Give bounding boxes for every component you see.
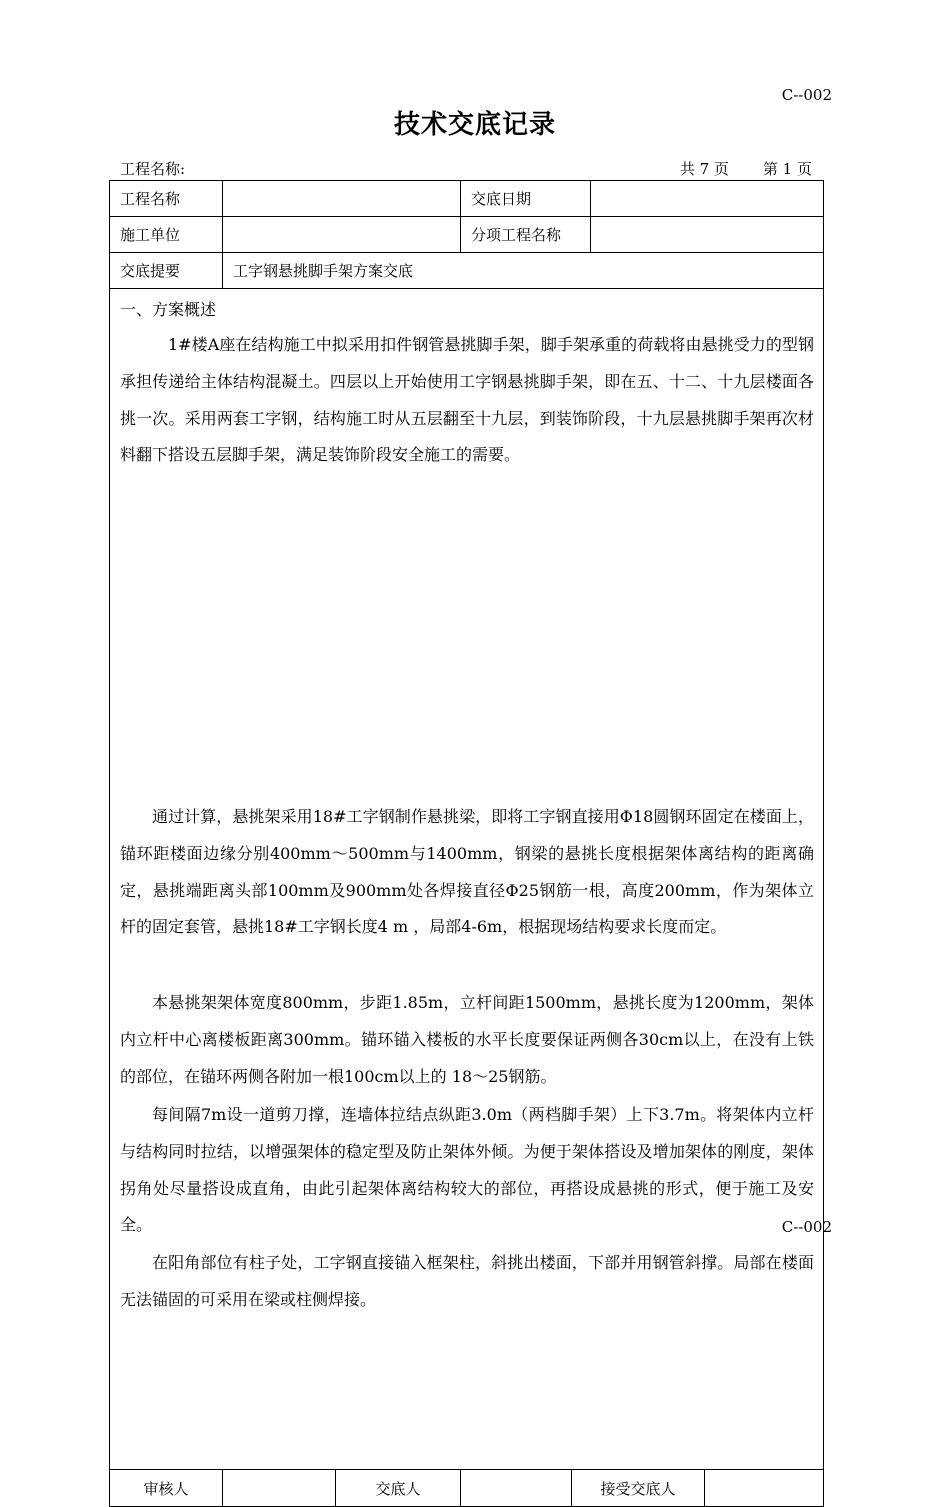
total-pages: 共 7 页 [679, 160, 729, 178]
disclosure-table [109, 180, 824, 1507]
construction-unit-field[interactable] [223, 217, 461, 253]
receiver-field[interactable] [705, 1470, 824, 1507]
table-row-project [110, 181, 824, 217]
paragraph-bracing: 每间隔7m设一道剪刀撑，连墙体拉结点纵距3.0m（两档脚手架）上下3.7m。将架体内立杆与结构同时拉结，以增强架体的稳定型及防止架体外倾。为便于架体搭设及增加架体的刚度，架体拐角处尽量搭设成直角，由此引起架体离结构较大的部位，再搭设成悬挑的形式，便于施工及安全。 [120, 1105, 814, 1235]
document-code-top: C--002 [781, 86, 832, 104]
document-code-bottom: C--002 [781, 1218, 832, 1236]
page-counter [680, 158, 812, 179]
reviewer-field[interactable] [223, 1470, 336, 1507]
discloser-label: 交底人 [336, 1470, 461, 1507]
sub-project-field[interactable] [591, 217, 824, 253]
document-title: 技术交底记录 [393, 110, 556, 140]
table-row-signatures [110, 1470, 824, 1507]
sub-project-label: 分项工程名称 [461, 217, 591, 253]
discloser-field[interactable] [461, 1470, 572, 1507]
summary-value: 工字钢悬挑脚手架方案交底 [223, 253, 824, 289]
project-name-field[interactable] [223, 181, 461, 217]
paragraph-dimensions: 本悬挑架架体宽度800mm，步距1.85m，立杆间距1500mm，悬挑长度为1200mm，架体内立杆中心离楼板距离300mm。锚环锚入楼板的水平长度要保证两侧各30cm以上，在没有上铁的部位，在锚环两侧各附加一根100cm以上的 18～25钢筋。 [120, 993, 814, 1086]
paragraph-calculation: 通过计算，悬挑架采用18#工字钢制作悬挑梁，即将工字钢直接用Φ18圆钢环固定在楼面上，锚环距楼面边缘分别400mm～500mm与1400mm，钢梁的悬挑长度根据架体离结构的距离确定，悬挑端距离头部100mm及900mm处各焊接直径Φ25钢筋一根，高度200mm，作为架体立杆的固定套管，悬挑18#工字钢长度4 m ，局部4-6m，根据现场结构要求长度而定。 [120, 807, 814, 937]
section-heading: 一、方案概述 [120, 300, 217, 319]
disclosure-date-label: 交底日期 [461, 181, 591, 217]
receiver-label: 接受交底人 [572, 1470, 705, 1507]
page-number: 第 1 页 [762, 160, 812, 178]
summary-label: 交底提要 [110, 253, 223, 289]
table-row-content [110, 289, 824, 1470]
reviewer-label: 审核人 [110, 1470, 223, 1507]
disclosure-date-field[interactable] [591, 181, 824, 217]
project-name-label: 工程名称 [110, 181, 223, 217]
construction-unit-label: 施工单位 [110, 217, 223, 253]
paragraph-corners: 在阳角部位有柱子处，工字钢直接锚入框架柱，斜挑出楼面，下部并用钢管斜撑。局部在楼面无法锚固的可采用在梁或柱侧焊接。 [120, 1253, 814, 1309]
project-name-header: 工程名称: [120, 160, 186, 178]
table-row-unit [110, 217, 824, 253]
content-cell [110, 289, 824, 1470]
table-row-summary [110, 253, 824, 289]
paragraph-overview: 1#楼A座在结构施工中拟采用扣件钢管悬挑脚手架，脚手架承重的荷载将由悬挑受力的型钢承担传递给主体结构混凝土。四层以上开始使用工字钢悬挑脚手架，即在五、十二、十九层楼面各挑一次。采用两套工字钢，结构施工时从五层翻至十九层，到装饰阶段，十九层悬挑脚手架再次材料翻下搭设五层脚手架，满足装饰阶段安全施工的需要。 [120, 335, 814, 465]
